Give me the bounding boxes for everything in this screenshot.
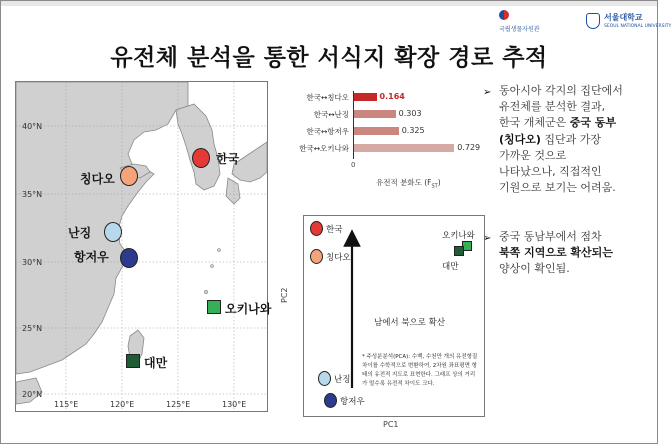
lat-tick: 35°N (22, 190, 43, 199)
bar-x-tick: 0 (351, 161, 356, 169)
fst-bar (354, 110, 396, 118)
bar-category-label: 한국↔항저우 (306, 127, 349, 136)
taiwan-marker (126, 354, 140, 368)
pca-qingdao-marker (310, 249, 323, 264)
fst-bar (354, 144, 454, 152)
pca-qingdao-label: 칭다오 (326, 253, 351, 263)
hangzhou-marker (120, 248, 138, 268)
bar-category-label: 한국↔난징 (313, 110, 349, 119)
okinawa-label: 오키나와 (225, 302, 272, 316)
top-bar (1, 1, 657, 6)
pca-hangzhou-marker (324, 393, 337, 408)
note-span: 집단과 가장 (540, 132, 602, 146)
bullet-arrow-icon: ➢ (483, 87, 492, 98)
pca-hangzhou-label: 항저우 (340, 397, 365, 407)
lon-tick: 120°E (110, 400, 135, 409)
bar-value-label: 0.325 (401, 126, 425, 135)
lon-tick: 130°E (222, 400, 247, 409)
pca-arrow-label: 남에서 북으로 확산 (374, 318, 446, 328)
note-line: 유전체를 분석한 결과, (499, 100, 606, 114)
pca-okinawa-label: 오키나와 (442, 231, 475, 241)
fst-bar-chart (281, 91, 481, 191)
snu-logo-subtext: SEOUL NATIONAL UNIVERSITY (604, 24, 671, 29)
note-line (499, 245, 667, 261)
nanjing-marker (104, 222, 122, 242)
lat-tick: 20°N (22, 390, 43, 399)
lon-tick: 115°E (54, 400, 79, 409)
nie-logo (499, 10, 541, 34)
snu-emblem-icon (586, 13, 600, 29)
note-line (499, 115, 667, 131)
bar-category-label: 한국↔오키나와 (299, 144, 349, 153)
nanjing-label: 난징 (68, 226, 92, 240)
hangzhou-label: 항저우 (74, 250, 109, 264)
note-line: 가까운 것으로 (499, 148, 567, 162)
pca-nanjing-label: 난징 (334, 375, 351, 385)
pca-taiwan-marker (454, 246, 464, 256)
lat-tick: 30°N (22, 258, 43, 267)
pca-nanjing-marker (318, 371, 331, 386)
note-line (499, 132, 667, 148)
snu-logo-text: 서울대학교 (604, 13, 643, 22)
bar-value-label: 0.303 (398, 109, 422, 118)
fst-bar (354, 127, 399, 135)
pca-plot (303, 215, 485, 417)
bullet-arrow-icon: ➢ (483, 233, 492, 244)
korea-marker (192, 148, 210, 168)
note-line: 양상이 확인됨. (499, 262, 570, 276)
note-bold: 중국 동부 (569, 116, 617, 130)
map-panel (15, 81, 272, 412)
lat-tick: 40°N (22, 122, 43, 131)
pca-footnote: * 주성분분석(PCA): 수백, 수천만 개의 유전형질 차이를 수학적으로 변환하여, 2차원 좌표평면 형태의 유전적 지도로 표현한다. 그래프 상의 거리가 멀수록 유전적 차이도 크다. (362, 354, 478, 387)
pca-ylabel: PC2 (280, 287, 289, 303)
bar-value-label: 0.164 (379, 92, 405, 101)
pca-korea-label: 한국 (326, 225, 343, 235)
pca-taiwan-label: 대만 (442, 262, 459, 272)
note-line: 중국 동남부에서 점차 (499, 230, 602, 243)
okinawa-marker (207, 300, 221, 314)
korea-label: 한국 (216, 152, 240, 166)
bar-chart-xlabel-end: ) (437, 178, 441, 187)
qingdao-marker (120, 166, 138, 186)
lat-tick: 25°N (22, 324, 43, 333)
bar-value-label: 0.729 (457, 143, 481, 152)
note-line: 기원으로 보기는 어려움. (499, 181, 616, 195)
pca-xlabel: PC1 (383, 420, 399, 429)
pca-korea-marker (310, 221, 323, 236)
qingdao-label: 칭다오 (80, 172, 115, 186)
bar-chart-xlabel-sub: ST (431, 183, 438, 190)
nie-logo-text: 국립생물자원관 (499, 26, 540, 33)
fst-bar (354, 93, 377, 101)
taiwan-label: 대만 (144, 356, 168, 370)
slide-title: 유전체 분석을 통한 서식지 확장 경로 추적 (110, 45, 548, 71)
lon-tick: 125°E (166, 400, 191, 409)
note-bold: 북쪽 지역으로 확산되는 (499, 246, 613, 260)
note-line: 나타났으나, 직접적인 (499, 165, 602, 179)
note-bullet-2 (499, 229, 667, 278)
note-bold: (칭다오) (499, 132, 541, 146)
bar-category-label: 한국↔칭다오 (306, 93, 349, 102)
note-line: 동아시아 각지의 집단에서 (499, 84, 623, 97)
taegeuk-logo-icon (499, 10, 509, 20)
east-asia-map (16, 82, 267, 411)
bar-chart-xlabel (376, 177, 441, 190)
snu-logo (586, 11, 671, 35)
note-span: 한국 개체군은 (499, 116, 570, 130)
note-bullet-1 (499, 83, 667, 196)
bar-chart-xlabel-main: 유전적 분화도 (F (376, 178, 432, 187)
